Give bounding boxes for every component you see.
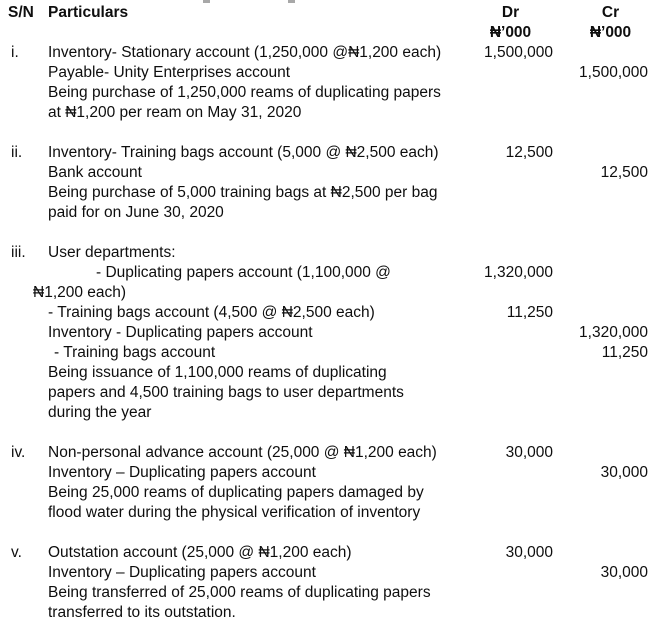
journal-line: [8, 503, 658, 523]
cr-amount: 30,000: [600, 464, 648, 481]
entry-sn: iii.: [11, 244, 26, 261]
line-text: flood water during the physical verification of inventory: [48, 504, 421, 521]
entry-sn: [8, 503, 48, 523]
journal-entry-v: [8, 543, 658, 623]
journal-line: [8, 83, 658, 103]
cr-amount: 11,250: [601, 344, 648, 361]
entry-sn: [8, 323, 48, 343]
line-text: Inventory- Training bags account (5,000 @ ₦2,500 each): [48, 144, 439, 161]
dr-amount: [448, 503, 553, 523]
cr-amount: [553, 143, 648, 163]
line-text: Being transferred of 25,000 reams of duplicating papers: [48, 584, 431, 601]
line-text: Inventory - Duplicating papers account: [48, 324, 313, 341]
dr-amount: [448, 203, 553, 223]
dr-amount: 12,500: [505, 144, 553, 161]
dr-amount: [448, 403, 553, 423]
journal-entry-iii: [8, 243, 658, 423]
line-text: at ₦1,200 per ream on May 31, 2020: [48, 104, 302, 121]
line-text: - Training bags account (4,500 @ ₦2,500 each): [48, 304, 375, 321]
journal-line: [8, 563, 658, 583]
entry-sn: [8, 263, 48, 283]
entry-sn: [8, 603, 48, 623]
cr-amount: [553, 363, 648, 383]
journal-line: [8, 143, 658, 163]
journal-line: [8, 463, 658, 483]
cr-amount: 12,500: [600, 164, 648, 181]
entry-sn: [8, 83, 48, 103]
cr-amount: [553, 503, 648, 523]
journal-line: [8, 163, 658, 183]
scan-artifact: [288, 0, 295, 3]
cr-amount: 30,000: [600, 564, 648, 581]
dr-amount: [448, 363, 553, 383]
line-text: paid for on June 30, 2020: [48, 204, 224, 221]
entry-sn: [8, 383, 48, 403]
journal-line: [8, 43, 658, 63]
entry-sn: [8, 363, 48, 383]
dr-amount: [448, 103, 553, 123]
journal-line: [8, 483, 658, 503]
cr-amount: [553, 443, 648, 463]
line-text: Bank account: [48, 164, 142, 181]
cr-amount: [553, 543, 648, 563]
journal-line: [8, 363, 658, 383]
dr-amount: [448, 343, 553, 363]
cr-amount: [553, 303, 648, 323]
cr-amount: [553, 263, 648, 283]
cr-amount: [553, 403, 648, 423]
cr-column-header: [553, 3, 648, 43]
line-text: Being 25,000 reams of duplicating papers damaged by: [48, 484, 424, 501]
journal-line: [8, 343, 658, 363]
dr-amount: [448, 563, 553, 583]
entry-sn: ii.: [11, 144, 23, 161]
entry-sn: [8, 303, 48, 323]
particulars-column-header: Particulars: [48, 4, 129, 21]
entry-sn: [8, 103, 48, 123]
line-text: Inventory – Duplicating papers account: [48, 564, 316, 581]
entry-sn: [8, 63, 48, 83]
dr-amount: [448, 243, 553, 263]
entry-sn: i.: [11, 44, 19, 61]
journal-line: [8, 403, 658, 423]
journal-line: [8, 243, 658, 263]
line-text: Being purchase of 1,250,000 reams of duplicating papers: [48, 84, 441, 101]
entry-sn: [8, 463, 48, 483]
journal-line: [8, 383, 658, 403]
line-text: Payable- Unity Enterprises account: [48, 64, 291, 81]
journal-line: [8, 543, 658, 563]
dr-amount: [448, 83, 553, 103]
cr-amount: [553, 183, 648, 203]
cr-amount: 1,320,000: [579, 324, 648, 341]
entry-sn: [8, 483, 48, 503]
entry-sn: [8, 203, 48, 223]
journal-entry-ii: [8, 143, 658, 223]
journal-line: [8, 303, 658, 323]
entry-sn: iv.: [11, 444, 26, 461]
sn-column-header: S/N: [8, 4, 34, 21]
cr-amount: [553, 203, 648, 223]
cr-unit-label: ₦’000: [589, 24, 632, 41]
dr-amount: [448, 183, 553, 203]
table-header-row: [8, 3, 658, 43]
cr-amount: [553, 83, 648, 103]
line-text: - Duplicating papers account (1,100,000 @: [96, 264, 391, 281]
line-text: Inventory- Stationary account (1,250,000 @₦1,200 each): [48, 44, 442, 61]
dr-amount: 1,500,000: [484, 44, 553, 61]
dr-amount: [448, 323, 553, 343]
dr-amount: 1,320,000: [484, 264, 553, 281]
journal-line: [8, 103, 658, 123]
journal-entry-iv: [8, 443, 658, 523]
dr-amount: [448, 483, 553, 503]
cr-amount: [553, 583, 648, 603]
line-text: Being purchase of 5,000 training bags at ₦2,500 per bag: [48, 184, 438, 201]
entry-sn: [8, 343, 48, 363]
dr-amount: [448, 283, 553, 303]
entry-sn: [8, 403, 48, 423]
line-text: - Training bags account: [54, 344, 216, 361]
dr-column-header: [448, 3, 553, 43]
line-text: during the year: [48, 404, 152, 421]
scan-artifact: [203, 0, 210, 3]
line-text: transferred to its outstation.: [48, 604, 236, 621]
line-text: ₦1,200 each): [33, 284, 127, 301]
dr-amount: 11,250: [506, 304, 553, 321]
journal-line: [8, 263, 658, 283]
dr-amount: [448, 63, 553, 83]
line-text: papers and 4,500 training bags to user departments: [48, 384, 404, 401]
entry-sn: [8, 563, 48, 583]
line-text: Being issuance of 1,100,000 reams of duplicating: [48, 364, 387, 381]
line-text: Non-personal advance account (25,000 @ ₦1,200 each): [48, 444, 437, 461]
dr-amount: [448, 583, 553, 603]
journal-line: [8, 323, 658, 343]
journal-line: [8, 203, 658, 223]
cr-amount: [553, 603, 648, 623]
cr-amount: [553, 103, 648, 123]
dr-label: Dr: [501, 4, 520, 21]
line-text: Outstation account (25,000 @ ₦1,200 each): [48, 544, 352, 561]
dr-amount: [448, 603, 553, 623]
cr-label: Cr: [601, 4, 620, 21]
line-text: User departments:: [48, 244, 176, 261]
dr-amount: 30,000: [505, 544, 553, 561]
journal-line: [8, 583, 658, 603]
journal-line: [8, 443, 658, 463]
entry-sn: [8, 163, 48, 183]
line-text: Inventory – Duplicating papers account: [48, 464, 316, 481]
cr-amount: 1,500,000: [579, 64, 648, 81]
journal-line: [8, 283, 658, 303]
cr-amount: [553, 383, 648, 403]
dr-amount: 30,000: [505, 444, 553, 461]
dr-amount: [448, 163, 553, 183]
dr-amount: [448, 383, 553, 403]
dr-unit-label: ₦’000: [489, 24, 532, 41]
cr-amount: [553, 243, 648, 263]
dr-amount: [448, 463, 553, 483]
journal-entry-i: [8, 43, 658, 123]
journal-line: [8, 183, 658, 203]
journal-line: [8, 603, 658, 623]
entry-sn: v.: [11, 544, 22, 561]
journal-line: [8, 63, 658, 83]
cr-amount: [553, 43, 648, 63]
entry-sn: [8, 583, 48, 603]
cr-amount: [553, 483, 648, 503]
cr-amount: [553, 283, 648, 303]
entry-sn: [8, 183, 48, 203]
